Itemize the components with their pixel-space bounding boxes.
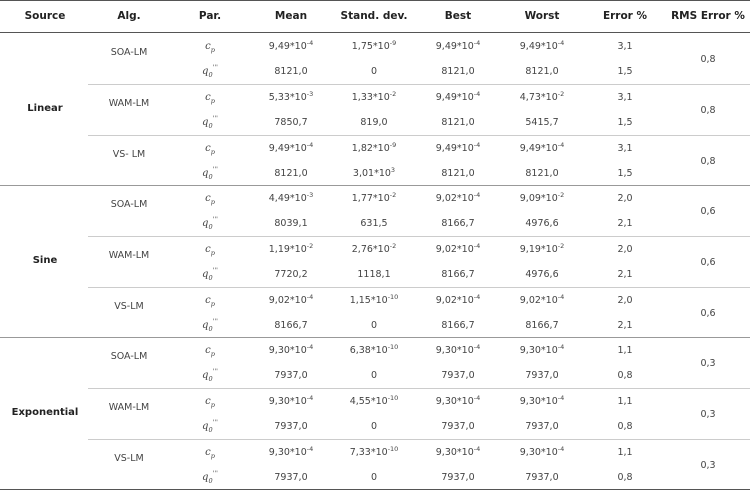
cp-worst-cell: $9,30*10^{-4}$ (519, 444, 565, 458)
cp-sd-cell: $1,82*10^{-9}$ (351, 140, 397, 154)
algorithm-label: SOA-LM (110, 47, 148, 58)
algorithm-label: VS- LM (112, 149, 146, 160)
q0-best-cell: 7937,0 (441, 421, 475, 432)
q0-sd-cell: 0 (370, 320, 378, 331)
table-rule (0, 32, 750, 33)
cp-sd-cell: $6,38*10^{-10}$ (349, 342, 399, 356)
cp-mean-cell: $9,49*10^{-4}$ (268, 140, 314, 154)
param-q0: $q_0'''$ (202, 367, 218, 383)
cp-err-cell: 3,1 (617, 143, 633, 154)
cp-worst-cell: $9,49*10^{-4}$ (519, 140, 565, 154)
header-source: Source (24, 10, 66, 22)
q0-err-cell: 0,8 (617, 472, 633, 483)
param-cp: $c_p$ (205, 92, 215, 105)
q0-best-cell: 8121,0 (441, 168, 475, 179)
header-rms-error: RMS Error % (671, 10, 745, 22)
rms-error-cell: 0,6 (700, 257, 716, 268)
cp-err-cell: 3,1 (617, 92, 633, 103)
source-label: Linear (27, 103, 63, 114)
source-label: Sine (32, 255, 58, 266)
q0-sd-cell: 0 (370, 66, 378, 77)
q0-mean-cell: 7850,7 (274, 117, 308, 128)
alg-separator (88, 439, 750, 440)
param-cp: $c_p$ (205, 41, 215, 54)
rms-error-cell: 0,6 (700, 308, 716, 319)
cp-err-cell: 2,0 (617, 193, 633, 204)
cp-best-cell: $9,02*10^{-4}$ (435, 292, 481, 306)
cp-worst-cell: $9,49*10^{-4}$ (519, 38, 565, 52)
algorithm-label: WAM-LM (108, 98, 150, 109)
alg-separator (88, 84, 750, 85)
q0-best-cell: 8166,7 (441, 320, 475, 331)
cp-err-cell: 3,1 (617, 41, 633, 52)
cp-worst-cell: $9,30*10^{-4}$ (519, 342, 565, 356)
q0-err-cell: 2,1 (617, 218, 633, 229)
cp-sd-cell: $2,76*10^{-2}$ (351, 241, 397, 255)
cp-err-cell: 1,1 (617, 396, 633, 407)
q0-sd-cell: 631,5 (360, 218, 388, 229)
cp-mean-cell: $4,49*10^{-3}$ (268, 190, 314, 204)
rms-error-cell: 0,6 (700, 206, 716, 217)
cp-best-cell: $9,02*10^{-4}$ (435, 241, 481, 255)
param-q0: $q_0'''$ (202, 165, 218, 181)
cp-sd-cell: $4,55*10^{-10}$ (349, 393, 399, 407)
param-cp: $c_p$ (205, 396, 215, 409)
cp-mean-cell: $5,33*10^{-3}$ (268, 89, 314, 103)
rms-error-cell: 0,8 (700, 105, 716, 116)
cp-best-cell: $9,49*10^{-4}$ (435, 38, 481, 52)
q0-best-cell: 7937,0 (441, 370, 475, 381)
algorithm-label: SOA-LM (110, 199, 148, 210)
cp-mean-cell: $9,49*10^{-4}$ (268, 38, 314, 52)
param-q0: $q_0'''$ (202, 215, 218, 231)
alg-separator (88, 287, 750, 288)
param-q0: $q_0'''$ (202, 317, 218, 333)
header-mean: Mean (274, 10, 308, 22)
table-rule (0, 337, 750, 338)
q0-worst-cell: 7937,0 (525, 472, 559, 483)
param-cp: $c_p$ (205, 244, 215, 257)
q0-best-cell: 8121,0 (441, 117, 475, 128)
param-q0: $q_0'''$ (202, 418, 218, 434)
header-best: Best (444, 10, 472, 22)
q0-worst-cell: 4976,6 (525, 269, 559, 280)
rms-error-cell: 0,8 (700, 54, 716, 65)
cp-best-cell: $9,49*10^{-4}$ (435, 89, 481, 103)
q0-best-cell: 7937,0 (441, 472, 475, 483)
header-worst: Worst (524, 10, 560, 22)
q0-best-cell: 8121,0 (441, 66, 475, 77)
q0-worst-cell: 5415,7 (525, 117, 559, 128)
cp-best-cell: $9,49*10^{-4}$ (435, 140, 481, 154)
alg-separator (88, 388, 750, 389)
table-rule (0, 489, 750, 490)
param-cp: $c_p$ (205, 447, 215, 460)
table-rule (0, 0, 750, 1)
q0-err-cell: 2,1 (617, 269, 633, 280)
cp-mean-cell: $9,30*10^{-4}$ (268, 342, 314, 356)
algorithm-label: SOA-LM (110, 351, 148, 362)
header-stddev: Stand. dev. (340, 10, 408, 22)
cp-sd-cell: $1,15*10^{-10}$ (349, 292, 399, 306)
cp-worst-cell: $9,30*10^{-4}$ (519, 393, 565, 407)
cp-mean-cell: $9,02*10^{-4}$ (268, 292, 314, 306)
cp-best-cell: $9,30*10^{-4}$ (435, 393, 481, 407)
q0-err-cell: 2,1 (617, 320, 633, 331)
q0-sd-cell: 0 (370, 421, 378, 432)
param-q0: $q_0'''$ (202, 469, 218, 485)
header-error: Error % (602, 10, 648, 22)
cp-sd-cell: $7,33*10^{-10}$ (349, 444, 399, 458)
cp-worst-cell: $9,09*10^{-2}$ (519, 190, 565, 204)
rms-error-cell: 0,3 (700, 409, 716, 420)
param-cp: $c_p$ (205, 143, 215, 156)
q0-mean-cell: 8121,0 (274, 66, 308, 77)
cp-mean-cell: $9,30*10^{-4}$ (268, 444, 314, 458)
cp-err-cell: 2,0 (617, 295, 633, 306)
header-alg: Alg. (117, 10, 141, 22)
q0-mean-cell: 7937,0 (274, 421, 308, 432)
header-par: Par. (198, 10, 222, 22)
q0-worst-cell: 8121,0 (525, 168, 559, 179)
q0-err-cell: 0,8 (617, 421, 633, 432)
q0-err-cell: 0,8 (617, 370, 633, 381)
alg-separator (88, 236, 750, 237)
q0-mean-cell: 7937,0 (274, 472, 308, 483)
rms-error-cell: 0,8 (700, 156, 716, 167)
q0-worst-cell: 4976,6 (525, 218, 559, 229)
q0-err-cell: 1,5 (617, 66, 633, 77)
algorithm-label: WAM-LM (108, 250, 150, 261)
q0-err-cell: 1,5 (617, 117, 633, 128)
q0-worst-cell: 7937,0 (525, 370, 559, 381)
source-label: Exponential (11, 407, 79, 418)
cp-err-cell: 1,1 (617, 345, 633, 356)
q0-worst-cell: 8121,0 (525, 66, 559, 77)
param-cp: $c_p$ (205, 295, 215, 308)
q0-sd-cell: 0 (370, 472, 378, 483)
cp-best-cell: $9,02*10^{-4}$ (435, 190, 481, 204)
q0-best-cell: 8166,7 (441, 218, 475, 229)
algorithm-label: WAM-LM (108, 402, 150, 413)
q0-err-cell: 1,5 (617, 168, 633, 179)
cp-worst-cell: $9,19*10^{-2}$ (519, 241, 565, 255)
alg-separator (88, 135, 750, 136)
algorithm-label: VS-LM (114, 301, 144, 312)
q0-mean-cell: 7937,0 (274, 370, 308, 381)
cp-best-cell: $9,30*10^{-4}$ (435, 444, 481, 458)
q0-mean-cell: 8121,0 (274, 168, 308, 179)
cp-sd-cell: $1,33*10^{-2}$ (351, 89, 397, 103)
param-q0: $q_0'''$ (202, 63, 218, 79)
q0-mean-cell: 8166,7 (274, 320, 308, 331)
table-rule (0, 185, 750, 186)
cp-mean-cell: $1,19*10^{-2}$ (268, 241, 314, 255)
q0-best-cell: 8166,7 (441, 269, 475, 280)
param-q0: $q_0'''$ (202, 266, 218, 282)
rms-error-cell: 0,3 (700, 460, 716, 471)
algorithm-label: VS-LM (114, 453, 144, 464)
param-cp: $c_p$ (205, 345, 215, 358)
q0-sd-cell: 1118,1 (357, 269, 391, 280)
q0-worst-cell: 7937,0 (525, 421, 559, 432)
q0-worst-cell: 8166,7 (525, 320, 559, 331)
q0-mean-cell: 8039,1 (274, 218, 308, 229)
q0-mean-cell: 7720,2 (274, 269, 308, 280)
cp-err-cell: 1,1 (617, 447, 633, 458)
param-cp: $c_p$ (205, 193, 215, 206)
cp-mean-cell: $9,30*10^{-4}$ (268, 393, 314, 407)
q0-sd-cell: 819,0 (360, 117, 388, 128)
q0-sd-cell: 0 (370, 370, 378, 381)
cp-best-cell: $9,30*10^{-4}$ (435, 342, 481, 356)
q0-sd-cell: $3,01*10^3$ (352, 165, 396, 179)
cp-sd-cell: $1,77*10^{-2}$ (351, 190, 397, 204)
cp-worst-cell: $9,02*10^{-4}$ (519, 292, 565, 306)
cp-worst-cell: $4,73*10^{-2}$ (519, 89, 565, 103)
cp-err-cell: 2,0 (617, 244, 633, 255)
rms-error-cell: 0,3 (700, 358, 716, 369)
cp-sd-cell: $1,75*10^{-9}$ (351, 38, 397, 52)
param-q0: $q_0'''$ (202, 114, 218, 130)
